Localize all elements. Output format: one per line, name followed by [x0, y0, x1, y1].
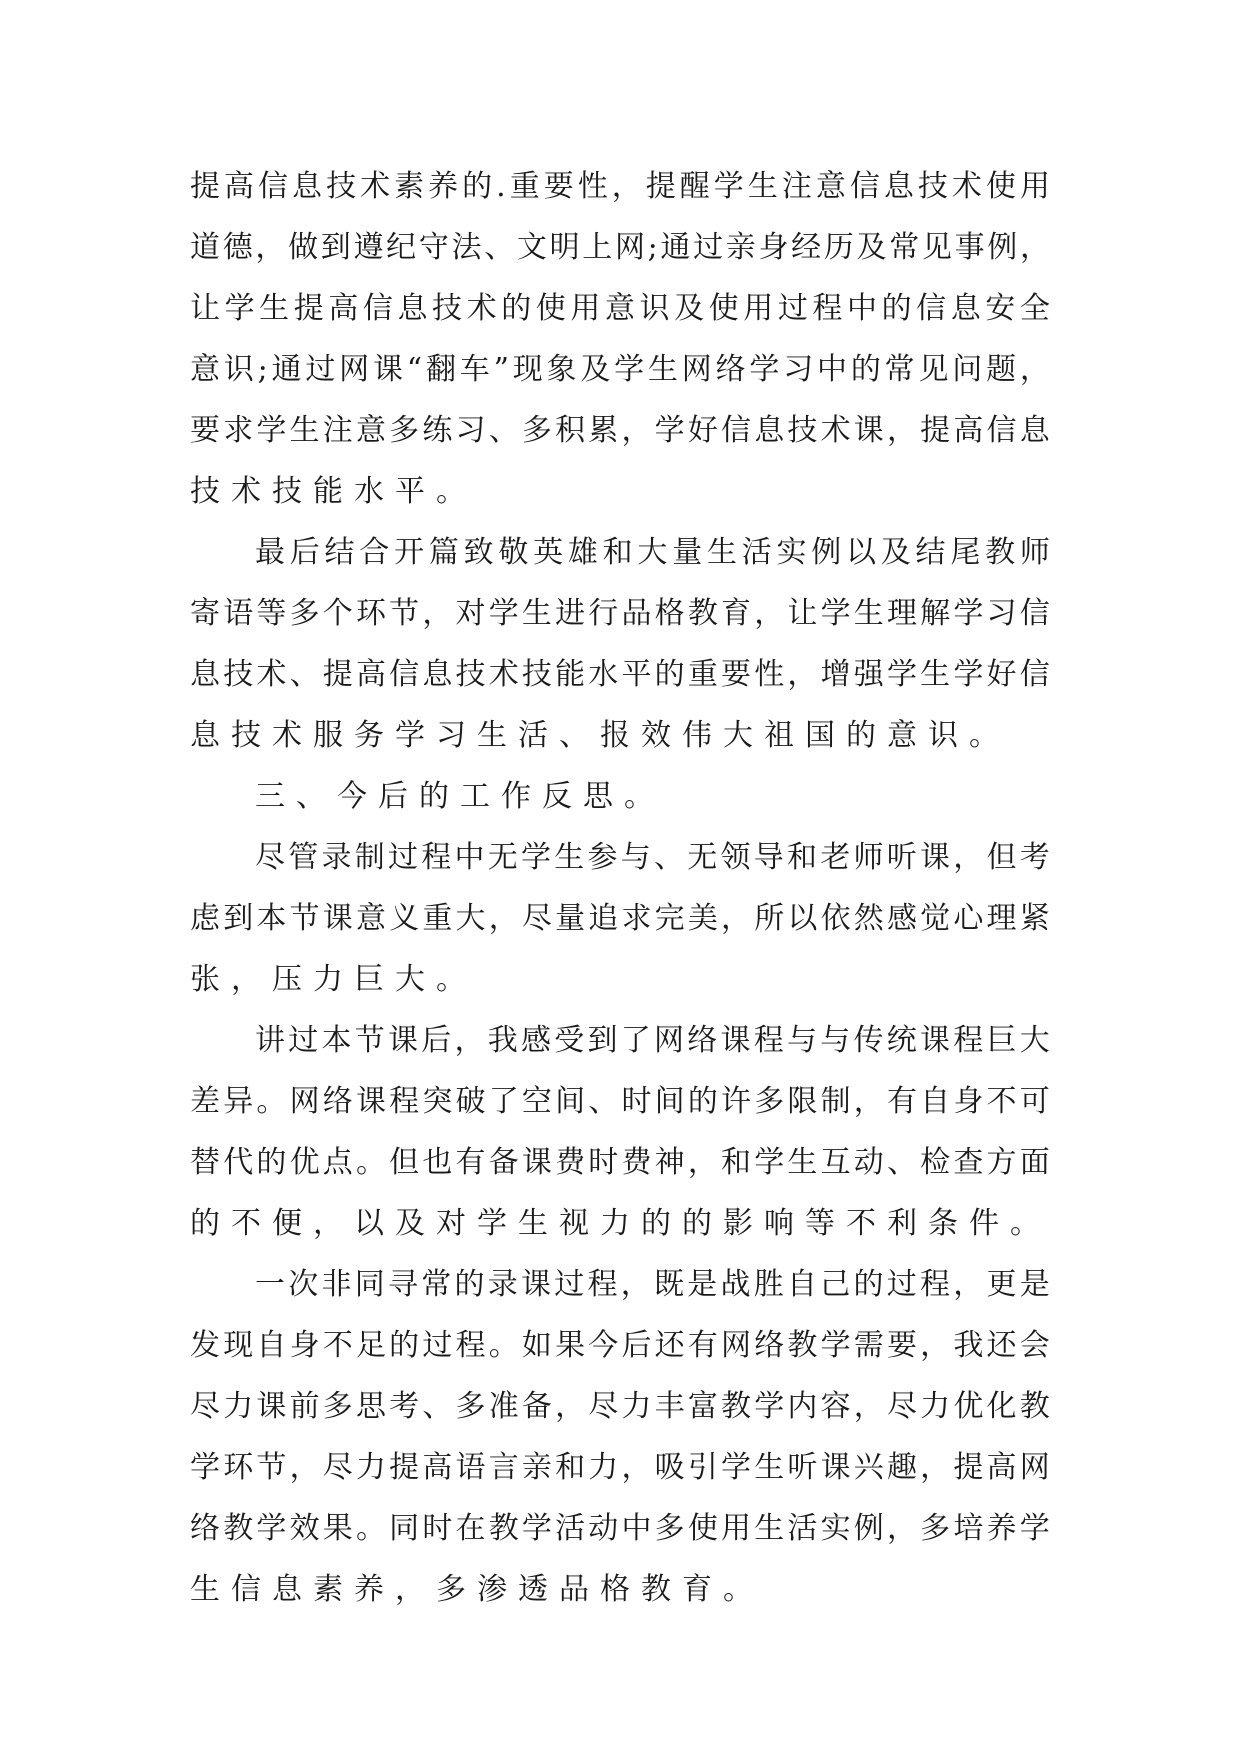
line-text: 技术技能水平。: [190, 474, 477, 509]
text-line: [190, 1559, 1050, 1620]
text-line: 络 教 学 效 果 。 同 时 在 教 学 活 动 中 多 使 用 生 活 实 例 ， 多 培 养 学: [190, 1511, 1050, 1546]
text-line: 让 学 生 提 高 信 息 技 术 的 使 用 意 识 及 使 用 过 程 中 的 信 息 安 全: [190, 291, 1050, 326]
text-line: 一 次 非 同 寻 常 的 录 课 过 程 ， 既 是 战 胜 自 己 的 过 程 ， 更 是: [255, 1267, 1050, 1302]
text-line: [190, 705, 1050, 766]
text-line: 讲 过 本 节 课 后 ， 我 感 受 到 了 网 络 课 程 与 与 传 统 课 程 巨 大: [255, 1023, 1050, 1058]
text-line: 要 求 学 生 注 意 多 练 习 、 多 积 累 ， 学 好 信 息 技 术 课 ， 提 高 信 息: [190, 413, 1050, 448]
text-line: 寄 语 等 多 个 环 节 ， 对 学 生 进 行 品 格 教 育 ， 让 学 生 理 解 学 习 信: [190, 596, 1050, 631]
text-line: 息 技 术 、 提 高 信 息 技 术 技 能 水 平 的 重 要 性 ， 增 强 学 生 学 好 信: [190, 657, 1050, 692]
text-line: [190, 1193, 1050, 1254]
text-line: 最 后 结 合 开 篇 致 敬 英 雄 和 大 量 生 活 实 例 以 及 结 尾 教 师: [255, 535, 1050, 570]
text-line: [190, 766, 1050, 827]
line-text: 生信息素养，多渗透品格教育。: [190, 1572, 764, 1607]
text-line: 发 现 自 身 不 足 的 过 程 。 如 果 今 后 还 有 网 络 教 学 需 要 ， 我 还 会: [190, 1328, 1050, 1363]
text-line: 学 环 节 ， 尽 力 提 高 语 言 亲 和 力 ， 吸 引 学 生 听 课 兴 趣 ， 提 高 网: [190, 1450, 1050, 1485]
text-line: 尽 力 课 前 多 思 考 、 多 准 备 ， 尽 力 丰 富 教 学 内 容 ， 尽 力 优 化 教: [190, 1389, 1050, 1424]
text-line: 虑 到 本 节 课 意 义 重 大 ， 尽 量 追 求 完 美 ， 所 以 依 然 感 觉 心 理 紧: [190, 901, 1050, 936]
document-body: [190, 156, 1050, 1620]
text-line: 道 德 ， 做 到 遵 纪 守 法 、 文 明 上 网 ; 通 过 亲 身 经 历 及 常 见 事 例 ，: [190, 230, 1050, 265]
line-text: 的不便，以及对学生视力的的影响等不利条件。: [190, 1206, 1051, 1241]
text-line: [190, 949, 1050, 1010]
text-line: 差 异 。 网 络 课 程 突 破 了 空 间 、 时 间 的 许 多 限 制 ， 有 自 身 不 可: [190, 1084, 1050, 1119]
line-text: 三、今后的工作反思。: [255, 779, 665, 814]
text-line: 尽 管 录 制 过 程 中 无 学 生 参 与 、 无 领 导 和 老 师 听 课 ， 但 考: [255, 840, 1050, 875]
text-line: 意 识 ; 通 过 网 课 “ 翻 车 ” 现 象 及 学 生 网 络 学 习 中 的 常 见 问 题 ，: [190, 352, 1050, 387]
text-line: [190, 461, 1050, 522]
line-text: 息技术服务学习生活、报效伟大祖国的意识。: [190, 718, 1010, 753]
text-line: 提 高 信 息 技 术 素 养 的 . 重 要 性 ， 提 醒 学 生 注 意 信 息 技 术 使 用: [190, 169, 1050, 204]
line-text: 张，压力巨大。: [190, 962, 477, 997]
text-line: 替 代 的 优 点 。 但 也 有 备 课 费 时 费 神 ， 和 学 生 互 动 、 检 查 方 面: [190, 1145, 1050, 1180]
